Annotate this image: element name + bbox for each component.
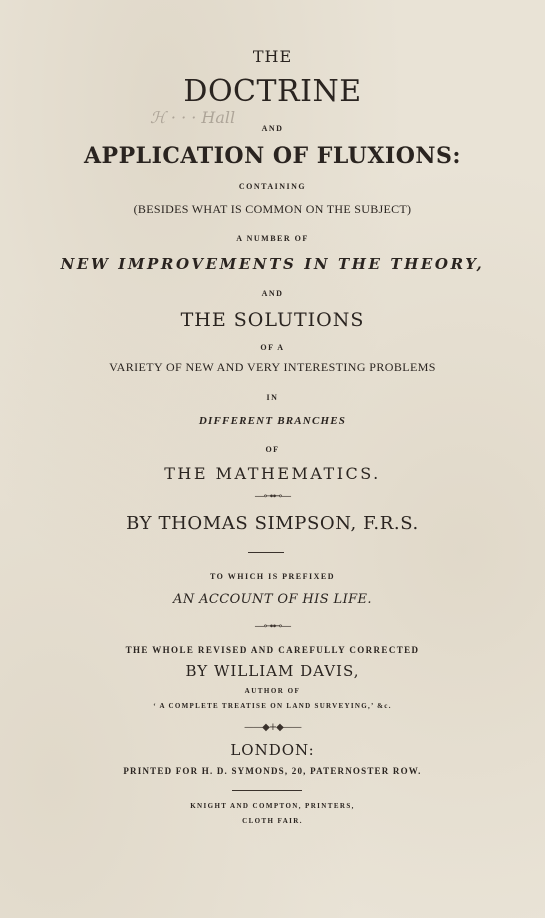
title-and-1: AND: [261, 124, 284, 133]
by-william-davis: BY WILLIAM DAVIS,: [185, 662, 360, 680]
ornament-divider-1: —⊶⊷—: [254, 491, 291, 502]
revised-line: THE WHOLE REVISED AND CAREFULLY CORRECTED: [125, 645, 420, 655]
treatise-line: ‘ A COMPLETE TREATISE ON LAND SURVEYING,’ &c.: [153, 702, 392, 710]
author-of-label: AUTHOR OF: [244, 687, 301, 695]
the-solutions: THE SOLUTIONS: [180, 309, 365, 331]
variety-line: VARIETY OF NEW AND VERY INTERESTING PROBLEMS: [109, 360, 436, 374]
of-a-label: OF A: [260, 343, 285, 352]
pencil-inscription: ℋ · · · Hall: [150, 108, 236, 127]
the-mathematics: THE MATHEMATICS.: [164, 464, 381, 483]
ornament-divider-3: ——◆+◆——: [244, 722, 301, 733]
title-doctrine: DOCTRINE: [183, 74, 362, 109]
printed-for-line: PRINTED FOR H. D. SYMONDS, 20, PATERNOSTER ROW.: [123, 766, 422, 776]
in-label: IN: [266, 393, 279, 402]
different-branches: DIFFERENT BRANCHES: [198, 415, 347, 427]
new-improvements-line: NEW IMPROVEMENTS IN THE THEORY,: [60, 255, 485, 273]
of-label: OF: [265, 445, 280, 454]
london-line: LONDON:: [230, 741, 315, 759]
besides-line: (BESIDES WHAT IS COMMON ON THE SUBJECT): [133, 202, 412, 216]
short-rule: [248, 552, 284, 553]
a-number-of-label: A NUMBER OF: [236, 234, 309, 243]
cloth-fair-line: CLOTH FAIR.: [242, 817, 303, 825]
account-line: AN ACCOUNT OF HIS LIFE.: [173, 592, 372, 607]
title-application: APPLICATION OF FLUXIONS:: [83, 143, 462, 169]
to-which-prefixed: TO WHICH IS PREFIXED: [209, 572, 336, 581]
containing-label: CONTAINING: [238, 182, 307, 191]
title-the: THE: [252, 47, 293, 66]
author-line: BY THOMAS SIMPSON, F.R.S.: [126, 513, 419, 534]
bottom-rule: [232, 790, 302, 791]
and-label-2: AND: [261, 289, 284, 298]
printers-line: KNIGHT AND COMPTON, PRINTERS,: [190, 802, 355, 810]
ornament-divider-2: —⊶⊷—: [254, 621, 291, 632]
